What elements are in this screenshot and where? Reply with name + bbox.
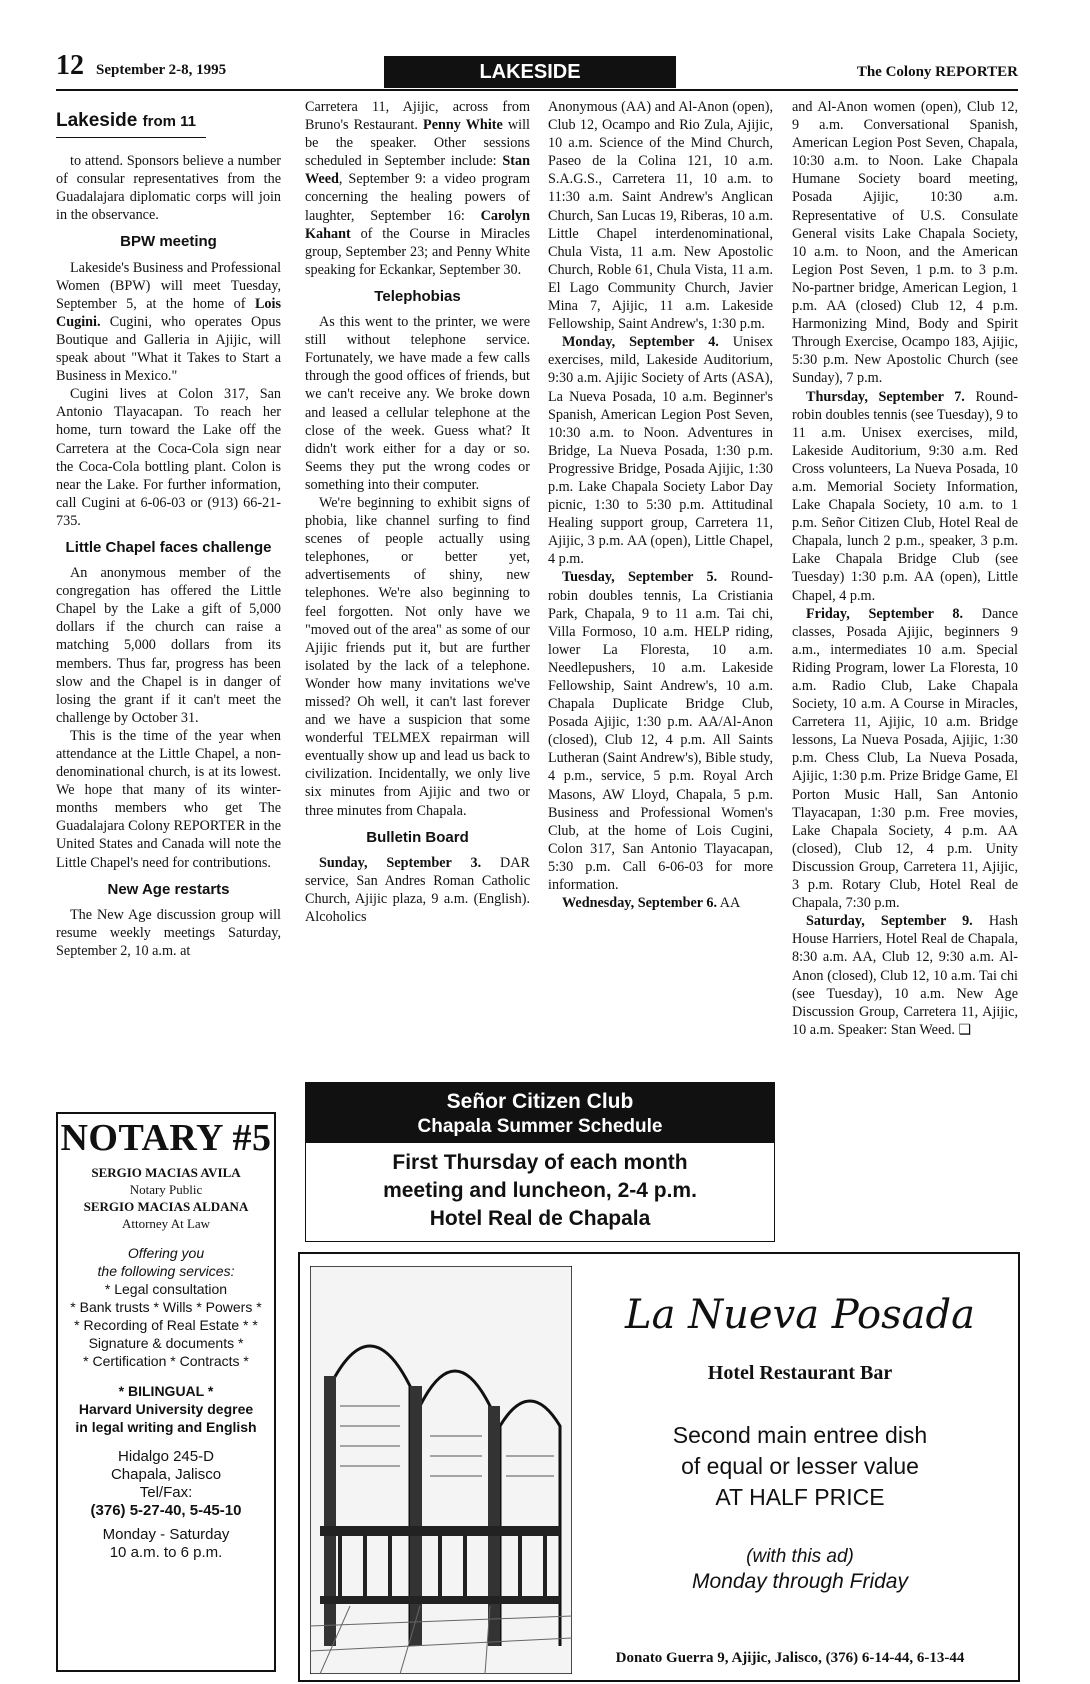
- paragraph: As this went to the printer, we were still without telephone service. Fortunately, we have made a few calls through the good offices of friends, but we can't receive any. We broke down and leased a cellular telephone at the close of the week. Guess what? It didn't work either for a day or so. Seems they put the wrong codes or something into their computer.: [305, 314, 530, 493]
- bilingual-line: * BILINGUAL *: [118, 1383, 214, 1399]
- paragraph: An anonymous member of the congregation has offered the Little Chapel by the Lake a gift of 5,000 dollars if the church can raise a matching 5,000 dollars from its members. Thus far, progress has been slow and the Chapel is in danger of losing the grant if it can't meet the challenge by October 31.: [56, 565, 281, 726]
- subhead-telephobias: Telephobias: [374, 287, 461, 305]
- service-line: * Certification * Contracts *: [83, 1353, 249, 1369]
- paragraph: Sunday, September 3. DAR service, San Andres Roman Catholic Church, Ajijic plaza, 9 a.m. (English). Alcoholics: [305, 854, 530, 926]
- posada-offer: [585, 1420, 1015, 1513]
- paragraph: Wednesday, September 6. AA: [562, 895, 741, 912]
- newspaper-name: The Colony REPORTER: [856, 64, 1018, 80]
- posada-ad: [298, 1252, 1020, 1682]
- page-number: 12: [56, 50, 84, 81]
- posada-note: [585, 1544, 1015, 1594]
- notary-title: NOTARY #5: [60, 1117, 272, 1159]
- service-line: * Recording of Real Estate * *: [74, 1317, 258, 1333]
- end-mark-icon: ❑: [958, 1021, 972, 1038]
- schedule-title: Chapala Summer Schedule: [417, 1116, 663, 1137]
- continued-kicker: [56, 112, 281, 131]
- issue-date: September 2-8, 1995: [96, 62, 227, 78]
- column-2: [305, 98, 530, 926]
- notary-role: Notary Public: [129, 1182, 203, 1197]
- subhead-chapel: Little Chapel faces challenge: [65, 538, 272, 556]
- column-1: [56, 98, 281, 960]
- paragraph: Carretera 11, Ajijic, across from Bruno's Restaurant. Penny White will be the speaker. Other sessions scheduled in September include: Stan Weed, September 9: a video program concerning the healing powers of laughter, September 16: Carolyn Kahant of the Course in Miracles group, September 23; and Penny White speaking for Eckankar, September 30.: [305, 99, 531, 278]
- attorney-name: SERGIO MACIAS ALDANA: [83, 1199, 249, 1214]
- service-line: Signature & documents *: [88, 1335, 244, 1351]
- paragraph: This is the time of the year when attendance at the Little Chapel, a non-denominational church, is at its lowest. We hope that many of its winter-months members who get The Guadalajara Colony REPORTER in the United States and Canada will note the Little Chapel's need for contributions.: [56, 727, 281, 871]
- paragraph: Lakeside's Business and Professional Women (BPW) will meet Tuesday, September 5, at the home of Lois Cugini. Cugini, who operates Opus Boutique and Galleria in Ajijic, will speak about "What it Takes to Start a Business in Mexico.": [56, 259, 282, 385]
- posada-illustration: [310, 1266, 572, 1674]
- degree-line: in legal writing and English: [75, 1419, 257, 1435]
- paragraph: Friday, September 8. Dance classes, Posada Ajijic, beginners 9 a.m., intermediates 10 a.m. Special Riding Program, lower La Floresta, 10 a.m. Radio Club, Lake Chapala Society, 10 a.m. A Course in Miracles, Carretera 11, Ajijic, 10 a.m. Bridge lessons, La Nueva Posada, Ajijic, 1:30 p.m. Chess Club, La Nueva Posada, Ajijic, 1:30 p.m. Prize Bridge Game, El Porton Music Hall, San Antonio Tlayacapan, 1:30 p.m. Free movies, Lake Chapala Society, 4 p.m. AA (closed), Club 12, 4 p.m. Unity Discussion Group, Carretera 11, Ajijic, 3 p.m. Rotary Club, Hotel Real de Chapala, 7:30 p.m.: [792, 605, 1018, 912]
- section-banner: LAKESIDE: [384, 56, 676, 88]
- notary-ad: [56, 1112, 276, 1672]
- paragraph: Monday, September 4. Unisex exercises, mild, Lakeside Auditorium, 9:30 a.m. Ajijic Society of Arts (ASA), La Nueva Posada, 10 a.m. Beginner's Spanish, American Legion Post Seven, 10:30 a.m. to Noon. Adventures in Bridge, La Nueva Posada, 1:30 p.m. Progressive Bridge, Posada Ajijic, 1:30 p.m. Lake Chapala Society Labor Day picnic, 1:30 to 5:30 p.m. Attitudinal Healing support group, Carretera 11, Ajijic, 3 p.m. AA (open), Little Chapel, 4 p.m.: [548, 334, 773, 568]
- subhead-bulletin: Bulletin Board: [366, 828, 469, 846]
- phone-line: (376) 5-27-40, 5-45-10: [90, 1502, 242, 1519]
- degree-line: Harvard University degree: [78, 1401, 254, 1417]
- senor-citizen-box: [305, 1082, 775, 1242]
- paragraph: Cugini lives at Colon 317, San Antonio Tlayacapan. To reach her home, turn toward the Lake off the Carretera at the Coca-Cola sign near the Coca-Cola bottling plant. Colon is near the Lake. For further information, call Cugini at 6-06-03 or (913) 66-21-735.: [56, 386, 281, 529]
- subhead-new-age: New Age restarts: [107, 880, 230, 898]
- service-line: * Bank trusts * Wills * Powers *: [70, 1299, 262, 1315]
- offer-line: Offering you: [127, 1245, 205, 1261]
- header-rule: [56, 89, 1018, 91]
- paragraph: Anonymous (AA) and Al-Anon (open), Club 12, Ocampo and Rio Zula, Ajijic, 10 a.m. Science of the Mind Church, Paseo de la Colina 121, 10 a.m. S.A.G.S., Carretera 11, 10 a.m. to 11:30 a.m. Saint Andrew's Anglican Church, San Lucas 19, Riberas, 10 a.m. Little Chapel interdenominational, Chula Vista, 11 a.m. New Apostolic Church, Roble 61, Chula Vista, 11 a.m. El Lago Community Church, Javier Mina 7, Ajijic, 11 a.m. Lakeside Fellowship, Saint Andrew's, 1:30 p.m.: [548, 99, 773, 333]
- offer-line: of equal or lesser value: [681, 1453, 919, 1479]
- hours-line: Monday - Saturday: [102, 1526, 230, 1543]
- paragraph: Tuesday, September 5. Round-robin doubles tennis, La Cristiania Park, Chapala, 9 to 11 a.m. Tai chi, Villa Formoso, 10 a.m. HELP riding, lower La Floresta, 10 a.m. Needlepushers, 10 a.m. Lakeside Fellowship, Saint Andrew's, 10 a.m. Chapala Duplicate Bridge Club, Posada Ajijic, 1:30 p.m. AA/Al-Anon (closed), Club 12, 4 p.m. All Saints Lutheran (Saint Andrew's), Bible study, 4 p.m., service, 5 p.m. Royal Arch Masons, AW Lloyd, Chapala, 5 p.m. Business and Professional Women's Club, at the home of Lois Cugini, Colon 317, San Antonio Tlayacapan, 5:30 p.m. Call 6-06-03 for more information.: [548, 569, 773, 894]
- senor-citizen-header: [306, 1083, 774, 1143]
- service-line: * Legal consultation: [104, 1281, 228, 1297]
- offer-line: AT HALF PRICE: [715, 1484, 885, 1510]
- attorney-role: Attorney At Law: [121, 1216, 211, 1231]
- kicker-jump: from 11: [142, 113, 196, 130]
- offer-line: Second main entree dish: [672, 1422, 928, 1448]
- note-line: (with this ad): [746, 1546, 854, 1567]
- kicker-rule: [56, 137, 206, 138]
- column-3: [548, 98, 773, 912]
- schedule-line: First Thursday of each month: [392, 1151, 688, 1174]
- address-line: Tel/Fax:: [139, 1484, 193, 1501]
- notary-name: SERGIO MACIAS AVILA: [91, 1165, 241, 1180]
- hours-line: 10 a.m. to 6 p.m.: [109, 1544, 223, 1561]
- senor-citizen-body: [306, 1143, 774, 1233]
- posada-brand: La Nueva Posada: [625, 1292, 975, 1338]
- paragraph: Thursday, September 7. Round-robin doubles tennis (see Tuesday), 9 to 11 a.m. Unisex exercises, mild, Lakeside Auditorium, 9:30 a.m. Red Cross volunteers, La Nueva Posada, 10 a.m. Memorial Society Information, Lake Chapala Society, 10 a.m. to 1 p.m. Señor Citizen Club, Hotel Real de Chapala, lunch 2 p.m., speaker, 3 p.m. Lake Chapala Bridge Club (see Tuesday) 1:30 p.m. AA (open), Little Chapel, 4 p.m.: [792, 388, 1018, 604]
- paragraph: Saturday, September 9. Hash House Harriers, Hotel Real de Chapala, 8:30 a.m. AA, Club 12, 9:30 a.m. Al-Anon (closed), Club 12, 10 a.m. Tai chi (see Tuesday), 10 a.m. New Age Discussion Group, Carretera 11, Ajijic, 10 a.m. Speaker: Stan Weed. ❑: [792, 913, 1018, 1038]
- posada-subtitle: Hotel Restaurant Bar: [707, 1362, 893, 1384]
- paragraph: The New Age discussion group will resume weekly meetings Saturday, September 2, 10 a.m. at: [56, 906, 281, 959]
- paragraph: and Al-Anon women (open), Club 12, 9 a.m. Conversational Spanish, American Legion Post Seven, Chapala, 10:30 a.m. to Noon. Lake Chapala Humane Society board meeting, Posada Ajijic, 10:30 a.m. Representative of U.S. Consulate General visits Lake Chapala Society, 10 a.m. to Noon, and the American Legion Post Seven, 1 p.m. to 3 p.m. No-partner bridge, American Legion, 1 p.m. AA (closed) Club 12, 4 p.m. Harmonizing Mind, Body and Spirit Through Exercise, Ocampo 183, Ajijic, 5:30 p.m. New Apostolic Church (see Sunday), 7 p.m.: [792, 99, 1018, 387]
- note-line: Monday through Friday: [692, 1570, 908, 1593]
- subhead-bpw: BPW meeting: [120, 233, 217, 251]
- address-line: Chapala, Jalisco: [110, 1466, 222, 1483]
- paragraph: We're beginning to exhibit signs of phobia, like channel surfing to find scenes of people actually using telephones, or better yet, advertisements of shiny, new telephones. We're also beginning to feel forgotten. Not only have we "moved out of the area" as some of our Ajijic friends put it, but are further isolated by the lack of a telephone. Wonder how many invitations we've missed? Oh well, it can't last forever and we have a suspicion that some wonderful TELMEX repairman will eventually show up and lead us back to civilization. Incidentally, we only live six minutes from Ajijic and two or three minutes from Chapala.: [305, 494, 530, 819]
- posada-address: Donato Guerra 9, Ajijic, Jalisco, (376) 6-14-44, 6-13-44: [615, 1650, 965, 1666]
- schedule-line: meeting and luncheon, 2-4 p.m.: [383, 1179, 697, 1202]
- paragraph: to attend. Sponsors believe a number of consular representatives from the Guadalajara diplomatic corps will join in the observance.: [56, 153, 281, 224]
- club-title: Señor Citizen Club: [446, 1090, 634, 1113]
- address-line: Hidalgo 245-D: [118, 1448, 214, 1465]
- column-4: [792, 98, 1018, 1039]
- schedule-line: Hotel Real de Chapala: [429, 1207, 651, 1230]
- kicker-title: Lakeside: [56, 110, 138, 131]
- offer-line: the following services:: [97, 1263, 235, 1279]
